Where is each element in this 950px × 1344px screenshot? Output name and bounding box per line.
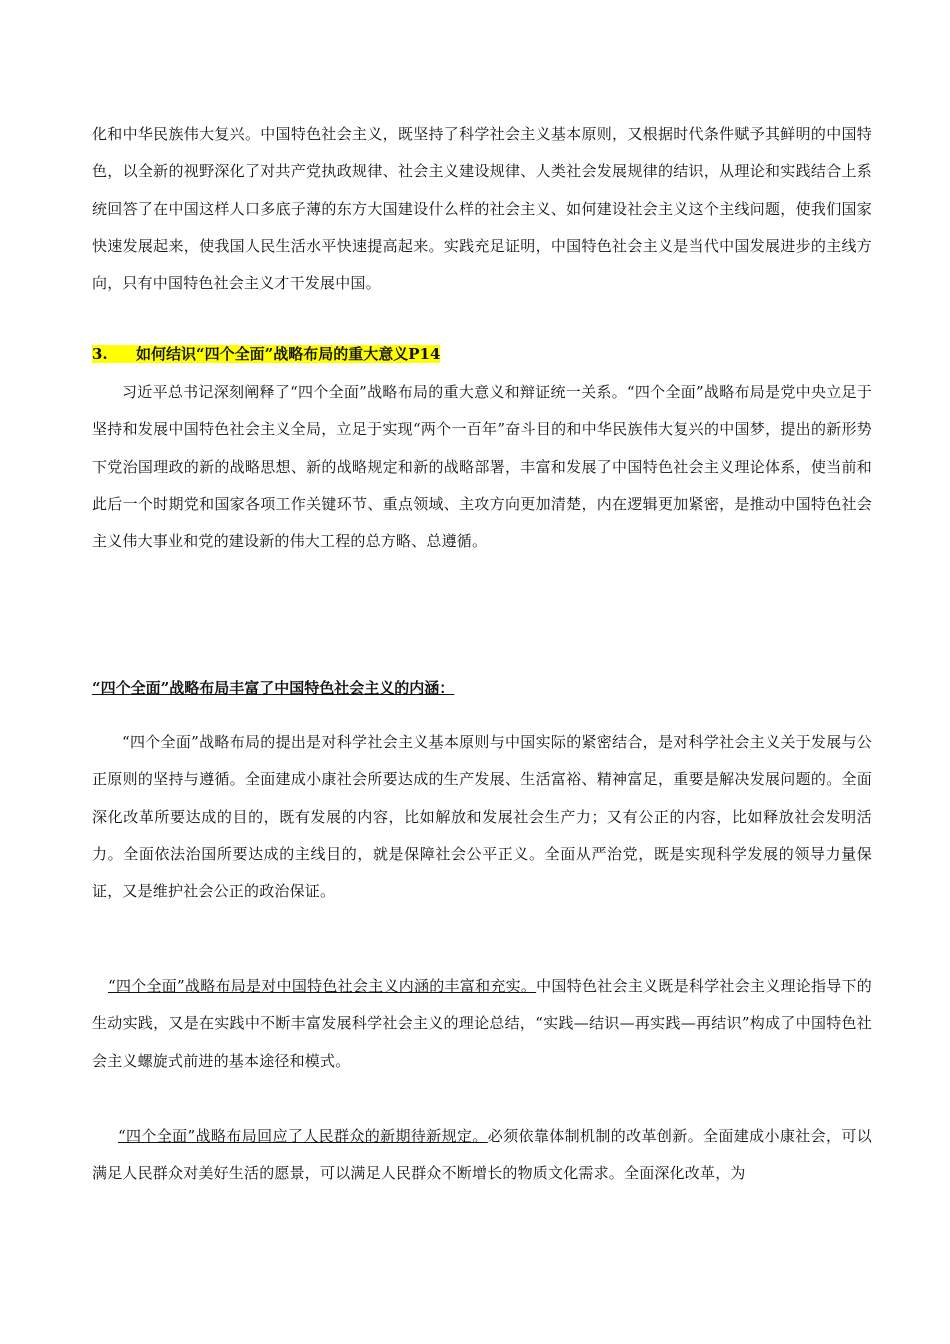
paragraph-3: “四个全面”战略布局的提出是对科学社会主义基本原则与中国实际的紧密结合，是对科学社会主义关于发展与公正原则的坚持与遵循。全面建成小康社会所要达成的生产发展、生活富裕、精神富足，重要是解决发展问题的。全面深化改革所要达成的目的，既有发展的内容，比如解放和发展社会生产力；又有公正的内容，比如释放社会发明活力。全面依法治国所要达成的主线目的，就是保障社会公平正义。全面从严治党，既是实现科学发展的领导力量保证，又是维护社会公正的政治保证。	[92, 733, 872, 901]
heading-highlight	[92, 345, 440, 363]
paragraph-4-underlined: “四个全面”战略布局是对中国特色社会主义内涵的丰富和充实。	[108, 977, 537, 995]
section-heading-3	[92, 343, 440, 365]
paragraph-5-rest: 必须依靠体制机制的改革创新。全面建成小康社会，可以满足人民群众对美好生活的愿景，可以满足人民群众不断增长的物质文化需求。全面深化改革，为	[92, 1127, 872, 1183]
paragraph-4	[92, 968, 872, 1080]
paragraph-1: 化和中华民族伟大复兴。中国特色社会主义，既坚持了科学社会主义基本原则，又根据时代条件赋予其鲜明的中国特色，以全新的视野深化了对共产党执政规律、社会主义建设规律、人类社会发展规律的结识，从理论和实践结合上系统回答了在中国这样人口多底子薄的东方大国建设什么样的社会主义、如何建设社会主义这个主线问题，使我们国家快速发展起来，使我国人民生活水平快速提高起来。实践充足证明，中国特色社会主义是当代中国发展进步的主线方向，只有中国特色社会主义才干发展中国。	[92, 125, 872, 293]
subheading: “四个全面”战略布局丰富了中国特色社会主义的内涵：	[92, 679, 455, 697]
paragraph-2: 习近平总书记深刻阐释了“四个全面”战略布局的重大意义和辩证统一关系。“四个全面”战略布局是党中央立足于坚持和发展中国特色社会主义全局，立足于实现“两个一百年”奋斗目的和中华民族伟大复兴的中国梦，提出的新形势下党治国理政的新的战略思想、新的战略规定和新的战略部署，丰富和发展了中国特色社会主义理论体系，使当前和此后一个时期党和国家各项工作关键环节、重点领域、主攻方向更加清楚，内在逻辑更加紧密，是推动中国特色社会主义伟大事业和党的建设新的伟大工程的总方略、总遵循。	[92, 383, 872, 551]
heading-number: 3.	[92, 345, 108, 363]
heading-text: 如何结识“四个全面”战略布局的重大意义P14	[136, 345, 441, 363]
paragraph-5	[92, 1118, 872, 1193]
paragraph-5-underlined: “四个全面”战略布局回应了人民群众的新期待新规定。	[118, 1127, 488, 1145]
paragraph-4-rest: 中国特色社会主义既是科学社会主义理论指导下的生动实践，又是在实践中不断丰富发展科学社会主义的理论总结，“实践—结识—再实践—再结识”构成了中国特色社会主义螺旋式前进的基本途径和模式。	[92, 977, 873, 1070]
